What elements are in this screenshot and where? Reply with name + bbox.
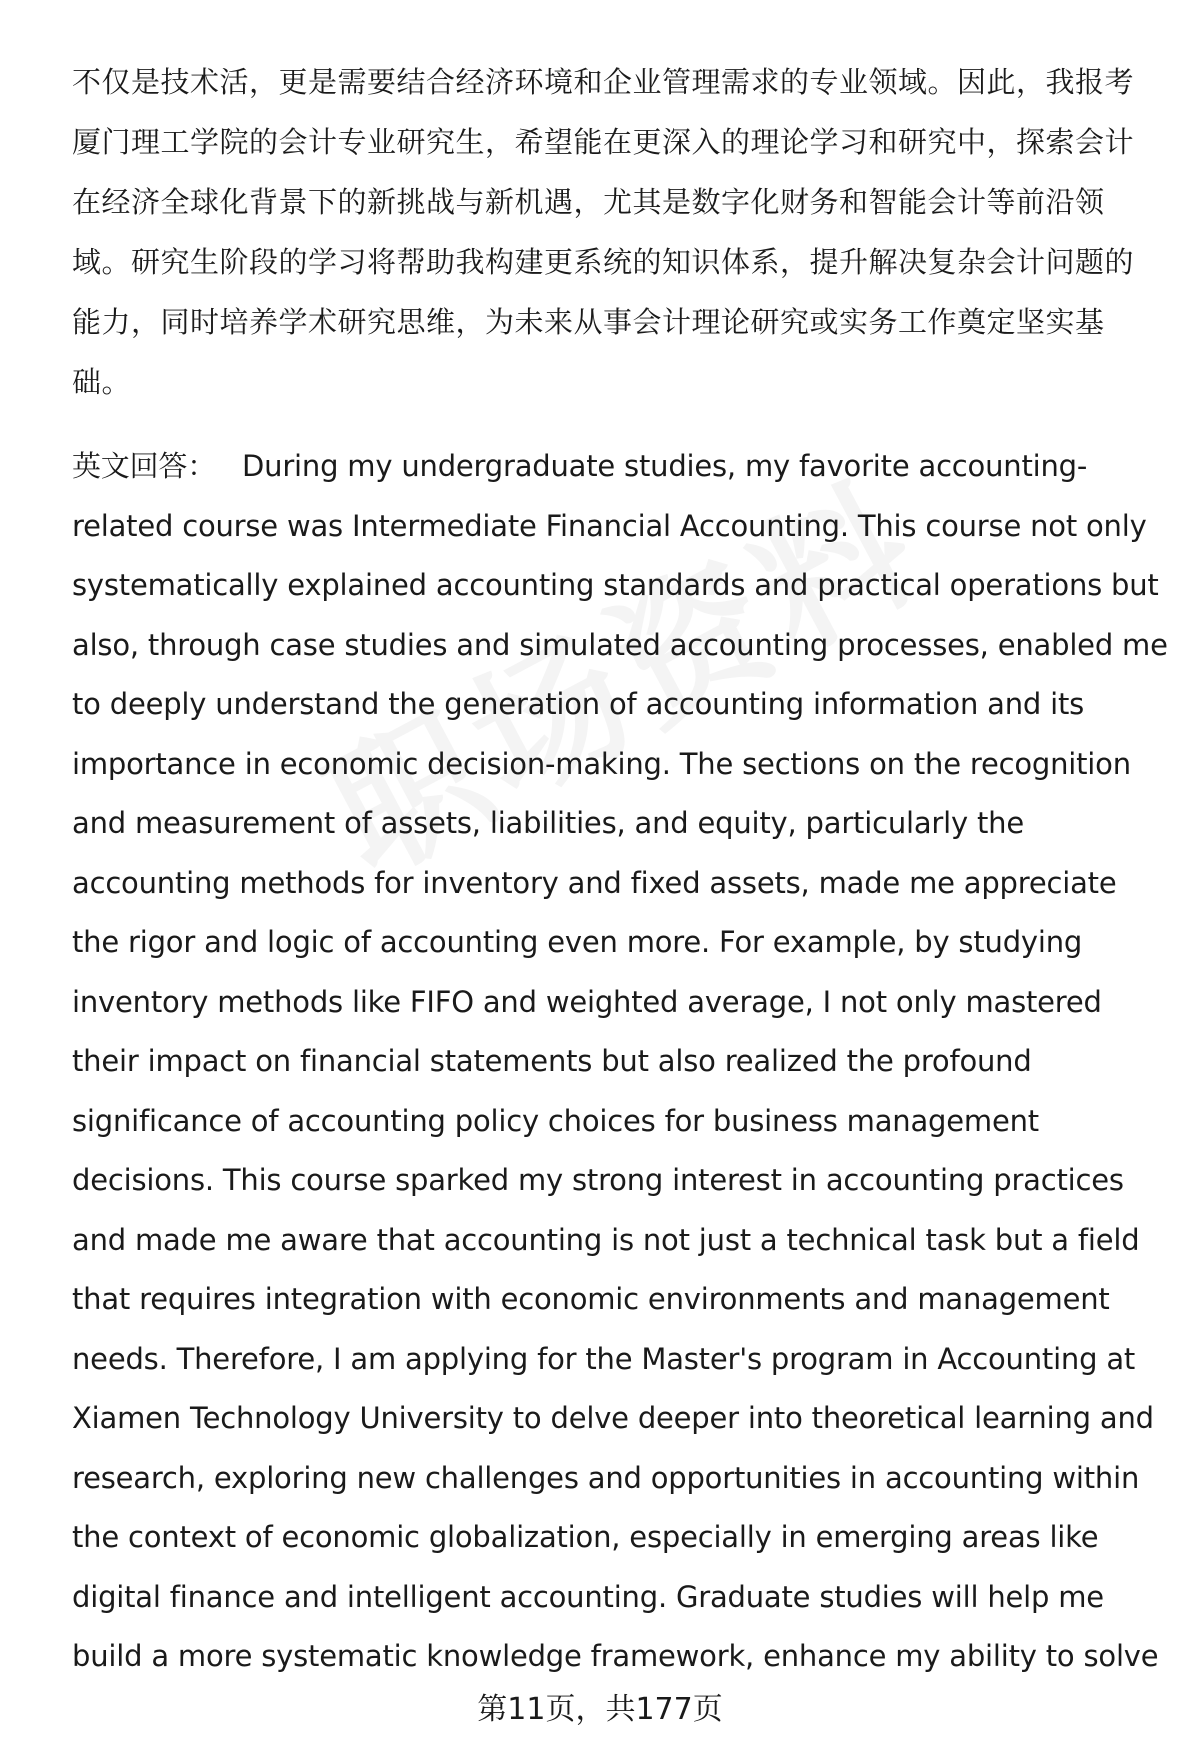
text-line: the rigor and logic of accounting even more. For example, by studying [72,925,1083,959]
text-line: inventory methods like FIFO and weighted average, I not only mastered [72,984,1102,1019]
chinese-answer-paragraph [72,52,1152,412]
page-number-footer: 第11页，共177页 [477,1692,723,1727]
text-line: 础。 [72,365,132,399]
text-line: their impact on financial statements but also realized the profound [72,1044,1032,1078]
text-line: importance in economic decision-making. The sections on the recognition [72,746,1131,781]
text-line: to deeply understand the generation of accounting information and its [72,687,1085,721]
text-line-first [72,437,1162,497]
text-line: 厦门理工学院的会计专业研究生，希望能在更深入的理论学习和研究中，探索会计 [72,125,1135,159]
text-line: research, exploring new challenges and opportunities in accounting within [72,1460,1140,1495]
text-line: 在经济全球化背景下的新挑战与新机遇，尤其是数字化财务和智能会计等前沿领 [72,185,1105,219]
text-line: digital finance and intelligent accounting. Graduate studies will help me [72,1579,1104,1614]
text-line: the context of economic globalization, especially in emerging areas like [72,1520,1099,1554]
text-line: 不仅是技术活，更是需要结合经济环境和企业管理需求的专业领域。因此，我报考 [72,65,1135,99]
text-line: 能力，同时培养学术研究思维，为未来从事会计理论研究或实务工作奠定坚实基 [72,305,1105,339]
text-line-first-content: During my undergraduate studies, my favorite accounting- [242,449,1088,483]
text-line: needs. Therefore, I am applying for the Master's program in Accounting at [72,1341,1136,1376]
text-line: build a more systematic knowledge framework, enhance my ability to solve [72,1639,1159,1673]
text-line: Xiamen Technology University to delve deeper into theoretical learning and [72,1401,1154,1435]
english-answer-label: 英文回答： [72,449,217,483]
text-line: that requires integration with economic environments and management [72,1282,1110,1316]
text-line: related course was Intermediate Financial Accounting. This course not only [72,508,1147,543]
text-line: and measurement of assets, liabilities, and equity, particularly the [72,806,1024,840]
text-line: accounting methods for inventory and fixed assets, made me appreciate [72,865,1117,900]
text-line: and made me aware that accounting is not just a technical task but a field [72,1222,1140,1257]
text-line: 域。研究生阶段的学习将帮助我构建更系统的知识体系，提升解决复杂会计问题的 [72,245,1135,279]
text-line: also, through case studies and simulated accounting processes, enabled me [72,627,1168,662]
text-line: significance of accounting policy choices for business management [72,1103,1039,1138]
english-answer-paragraph [72,437,1168,1687]
text-line: systematically explained accounting standards and practical operations but [72,568,1159,602]
text-line: decisions. This course sparked my strong interest in accounting practices [72,1163,1124,1197]
